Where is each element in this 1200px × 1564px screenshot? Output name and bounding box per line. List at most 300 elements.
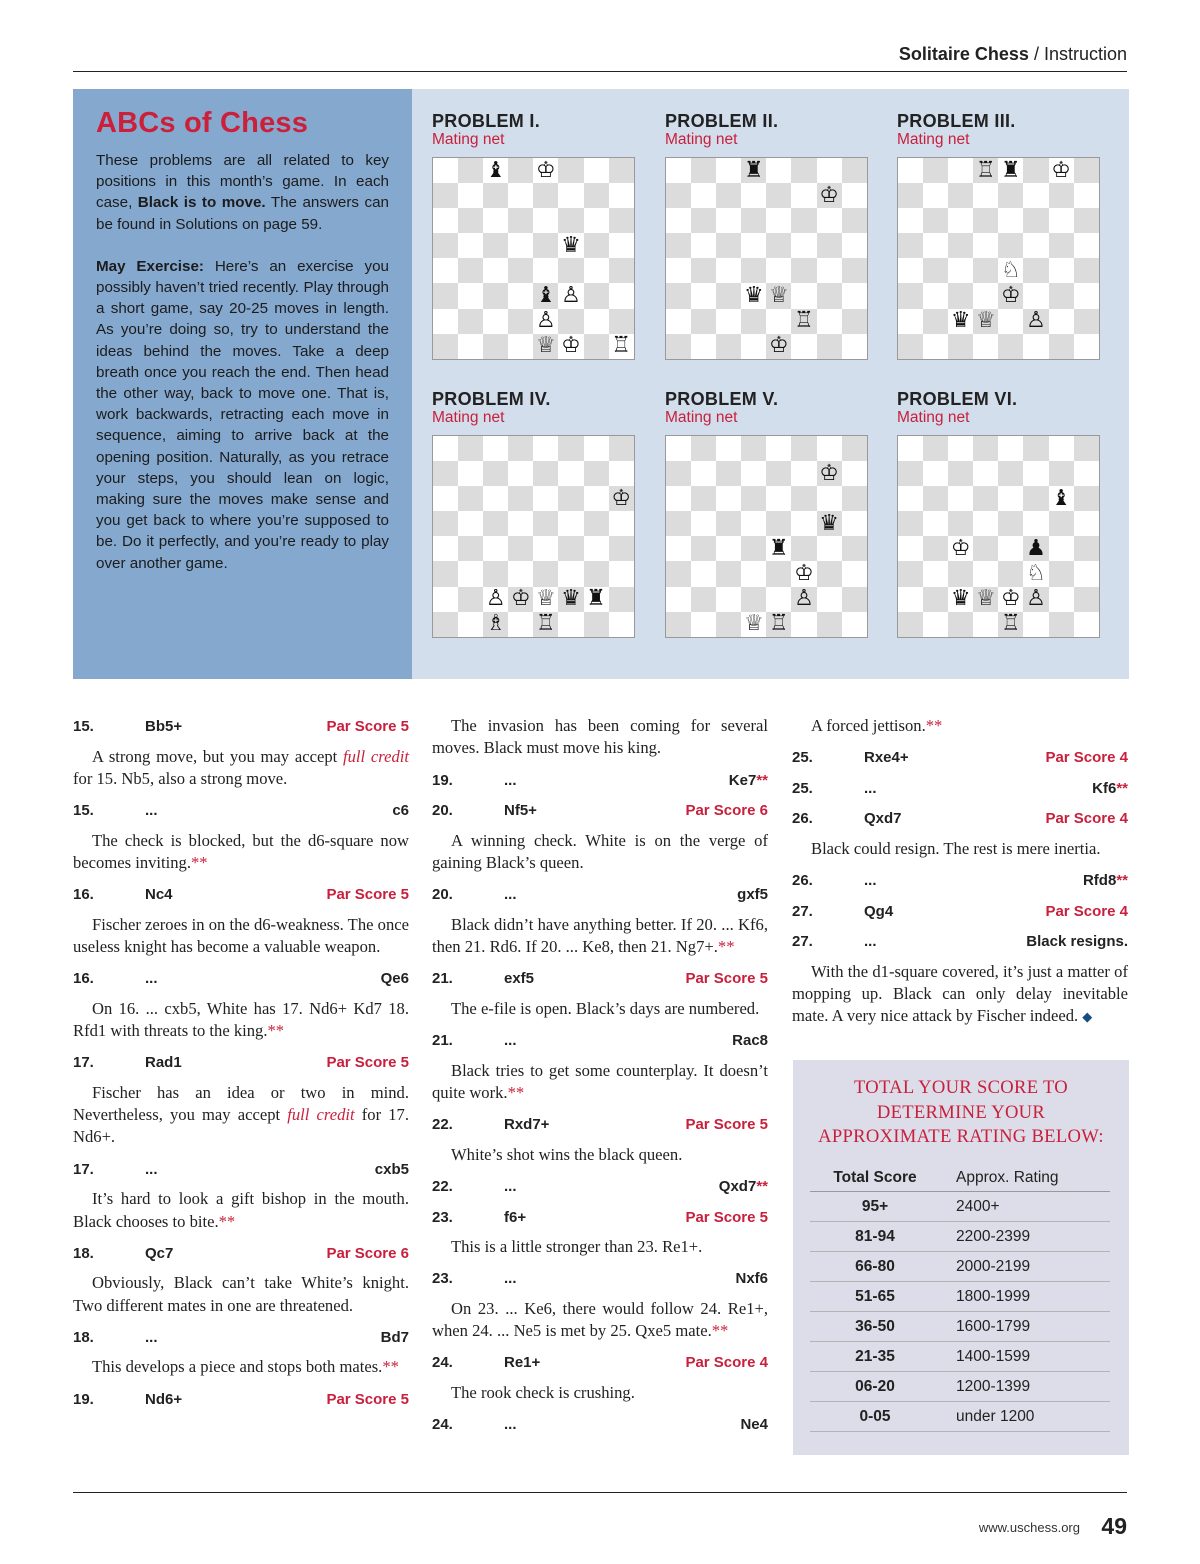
board-square — [842, 183, 867, 208]
comment-text: Black tries to get some counterplay. It doesn’t quite work. — [432, 1060, 768, 1102]
board-square — [817, 561, 842, 586]
board-square — [791, 486, 816, 511]
site-url[interactable]: www.uschess.org — [978, 1520, 1080, 1535]
problem-6 — [897, 389, 1102, 641]
board-square — [973, 486, 998, 511]
board-square — [741, 334, 766, 359]
chess-piece: ♕ — [536, 333, 556, 359]
chess-piece: ♔ — [536, 157, 556, 183]
move-comment — [432, 830, 768, 875]
par-score: Par Score 4 — [1045, 749, 1128, 767]
board-square — [433, 461, 458, 486]
board-square — [948, 158, 973, 183]
move-text: exf5 — [504, 970, 535, 988]
comment-text: for 17. Nd6+. — [73, 1105, 409, 1147]
board-square — [973, 561, 998, 586]
chess-piece: ♔ — [794, 561, 814, 587]
board-square — [998, 158, 1023, 183]
board-square — [458, 309, 483, 334]
rating-row — [810, 1252, 1110, 1282]
board-square — [584, 461, 609, 486]
board-square — [923, 486, 948, 511]
board-square — [1074, 183, 1099, 208]
chess-piece: ♖ — [794, 308, 814, 334]
move-number: 19. — [73, 1390, 94, 1408]
board-square — [998, 536, 1023, 561]
moves-column-3 — [792, 712, 1128, 1035]
problem-subtitle: Mating net — [432, 131, 505, 148]
board-square — [741, 309, 766, 334]
board-square — [923, 309, 948, 334]
move-comment — [73, 746, 409, 791]
board-square — [433, 183, 458, 208]
board-square — [691, 334, 716, 359]
board-square — [433, 561, 458, 586]
chess-board — [897, 157, 1100, 360]
board-square — [508, 486, 533, 511]
move-number: 26. — [792, 872, 813, 890]
board-square — [609, 612, 634, 637]
board-square — [508, 208, 533, 233]
board-square — [666, 158, 691, 183]
board-square — [998, 436, 1023, 461]
board-square — [584, 536, 609, 561]
chess-piece: ♙ — [561, 283, 581, 309]
move-row — [73, 880, 409, 911]
board-square — [458, 258, 483, 283]
board-square — [558, 158, 583, 183]
board-square — [1023, 511, 1048, 536]
move-number: 19. — [432, 771, 453, 789]
board-square — [666, 283, 691, 308]
board-square — [666, 561, 691, 586]
reply-move: Rfd8** — [1082, 872, 1128, 890]
move-text: ... — [504, 1178, 517, 1196]
emphasis: full credit — [287, 1105, 355, 1125]
board-square — [716, 334, 741, 359]
board-square — [691, 233, 716, 258]
chess-piece: ♔ — [1001, 586, 1021, 612]
problem-3 — [897, 111, 1102, 363]
move-comment — [73, 830, 409, 875]
board-square — [458, 233, 483, 258]
chess-piece: ♔ — [819, 182, 839, 208]
board-square — [741, 233, 766, 258]
board-square — [898, 158, 923, 183]
board-square — [741, 183, 766, 208]
board-square — [1023, 436, 1048, 461]
board-square — [1023, 258, 1048, 283]
board-square — [817, 536, 842, 561]
comment-text: A winning check. White is on the verge of gaining Black’s queen. — [432, 830, 768, 872]
move-row — [792, 866, 1128, 897]
score-range: 95+ — [861, 1197, 889, 1215]
score-mark: ** — [925, 716, 943, 735]
board-square — [1049, 561, 1074, 586]
comment-text: Black didn’t have anything better. If 20. ... Kf6, then 21. Rd6. If 20. ... Ke8, then 21. Ng7+. — [432, 914, 768, 956]
board-square — [923, 436, 948, 461]
board-square — [998, 283, 1023, 308]
chess-piece: ♙ — [536, 308, 556, 334]
chess-piece: ♙ — [1026, 308, 1046, 334]
board-square — [508, 612, 533, 637]
board-square — [923, 334, 948, 359]
comment-text: A forced jettison. — [811, 716, 926, 735]
move-number: 26. — [792, 810, 813, 828]
move-number: 25. — [792, 779, 813, 797]
reply-move: Ne4 — [740, 1416, 768, 1434]
board-square — [433, 208, 458, 233]
board-square — [842, 561, 867, 586]
board-square — [716, 612, 741, 637]
board-square — [691, 309, 716, 334]
board-square — [791, 511, 816, 536]
board-square — [948, 612, 973, 637]
board-square — [898, 283, 923, 308]
board-square — [666, 233, 691, 258]
board-square — [973, 536, 998, 561]
board-square — [1074, 258, 1099, 283]
move-row — [432, 766, 768, 797]
board-square — [609, 436, 634, 461]
board-square — [842, 536, 867, 561]
board-square — [508, 461, 533, 486]
approx-rating: 1800-1999 — [956, 1287, 1031, 1305]
board-square — [973, 183, 998, 208]
board-square — [508, 158, 533, 183]
board-square — [842, 309, 867, 334]
board-square — [483, 436, 508, 461]
rating-table-header — [810, 1164, 1110, 1192]
board-square — [558, 258, 583, 283]
board-square — [508, 309, 533, 334]
chess-piece: ♘ — [1026, 561, 1046, 587]
move-number: 23. — [432, 1270, 453, 1288]
board-square — [1023, 183, 1048, 208]
board-square — [458, 283, 483, 308]
board-square — [923, 283, 948, 308]
board-square — [433, 612, 458, 637]
board-square — [998, 486, 1023, 511]
abc-intro: These problems are all related to key positions in this month’s game. In each case, Black is to move. The answers can be found in Solutions on page 59. — [96, 152, 389, 233]
board-square — [483, 536, 508, 561]
chess-piece: ♜ — [586, 586, 606, 612]
board-square — [533, 461, 558, 486]
abc-title: ABCs of Chess — [96, 107, 309, 139]
page-number: 49 — [1101, 1513, 1127, 1539]
board-square — [741, 258, 766, 283]
board-square — [1023, 612, 1048, 637]
board-square — [558, 612, 583, 637]
par-score: Par Score 5 — [685, 970, 768, 988]
reply-move: Qe6 — [380, 970, 409, 988]
board-square — [1049, 511, 1074, 536]
board-square — [1074, 309, 1099, 334]
board-square — [716, 536, 741, 561]
board-square — [691, 587, 716, 612]
board-square — [483, 612, 508, 637]
board-square — [741, 511, 766, 536]
move-comment — [432, 1382, 768, 1404]
header-separator: / — [1028, 44, 1044, 64]
move-comment — [792, 838, 1128, 860]
board-square — [948, 561, 973, 586]
board-square — [716, 309, 741, 334]
board-square — [558, 486, 583, 511]
board-square — [584, 309, 609, 334]
board-square — [766, 612, 791, 637]
move-number: 15. — [73, 802, 94, 820]
board-square — [817, 612, 842, 637]
page-header — [73, 44, 1127, 72]
score-mark: ** — [717, 936, 735, 956]
board-square — [609, 283, 634, 308]
comment-text: On 16. ... cxb5, White has 17. Nd6+ Kd7 18. Rfd1 with threats to the king. — [73, 998, 409, 1041]
move-row — [73, 1323, 409, 1354]
board-square — [1023, 486, 1048, 511]
rating-row — [810, 1192, 1110, 1222]
board-square — [508, 183, 533, 208]
board-square — [791, 461, 816, 486]
section-sub: Instruction — [1043, 44, 1127, 64]
score-mark: ** — [382, 1357, 399, 1377]
move-comment — [432, 1144, 768, 1166]
comment-text: Fischer zeroes in on the d6-weakness. The once useless knight has become a valuable weapon. — [73, 914, 409, 956]
move-row — [73, 1048, 409, 1079]
board-square — [998, 612, 1023, 637]
comment-text: On 23. ... Ke6, there would follow 24. Re1+, when 24. ... Ne5 is met by 25. Qxe5 mate. — [432, 1298, 768, 1341]
board-square — [998, 334, 1023, 359]
board-square — [533, 283, 558, 308]
board-square — [766, 561, 791, 586]
move-comment — [73, 1272, 409, 1317]
move-comment — [73, 1188, 409, 1233]
board-square — [716, 511, 741, 536]
board-square — [433, 511, 458, 536]
board-square — [1049, 233, 1074, 258]
board-square — [716, 183, 741, 208]
board-square — [923, 183, 948, 208]
move-number: 27. — [792, 902, 813, 920]
board-square — [666, 461, 691, 486]
board-square — [1023, 233, 1048, 258]
chess-piece: ♙ — [485, 586, 506, 612]
board-square — [558, 561, 583, 586]
board-square — [691, 561, 716, 586]
board-square — [842, 158, 867, 183]
board-square — [948, 511, 973, 536]
board-square — [483, 511, 508, 536]
board-square — [948, 208, 973, 233]
board-square — [766, 233, 791, 258]
board-square — [1023, 309, 1048, 334]
board-square — [842, 511, 867, 536]
move-text: ... — [864, 933, 877, 951]
par-score: Par Score 5 — [326, 1390, 409, 1408]
move-number: 17. — [73, 1160, 94, 1178]
board-square — [741, 612, 766, 637]
board-square — [766, 183, 791, 208]
board-square — [741, 158, 766, 183]
move-text: ... — [504, 1416, 517, 1434]
move-text: Bb5+ — [145, 718, 183, 736]
chess-piece: ♕ — [975, 308, 996, 334]
rating-table — [810, 1164, 1110, 1432]
board-square — [1049, 208, 1074, 233]
board-square — [817, 158, 842, 183]
move-comment — [432, 1236, 768, 1258]
comment-text: This develops a piece and stops both mates. — [92, 1357, 383, 1377]
board-square — [609, 511, 634, 536]
board-square — [948, 461, 973, 486]
board-square — [741, 587, 766, 612]
board-square — [1074, 436, 1099, 461]
problem-4 — [432, 389, 637, 641]
board-square — [842, 258, 867, 283]
move-row — [432, 1202, 768, 1233]
move-number: 15. — [73, 718, 94, 736]
rating-row — [810, 1312, 1110, 1342]
board-square — [716, 486, 741, 511]
board-square — [558, 511, 583, 536]
board-square — [973, 158, 998, 183]
board-square — [483, 183, 508, 208]
board-square — [817, 461, 842, 486]
board-square — [1049, 461, 1074, 486]
board-square — [898, 208, 923, 233]
board-square — [584, 183, 609, 208]
move-row — [73, 964, 409, 995]
problem-subtitle: Mating net — [897, 409, 970, 426]
move-row — [73, 796, 409, 827]
board-square — [766, 461, 791, 486]
board-square — [923, 587, 948, 612]
board-square — [766, 486, 791, 511]
comment-text: With the d1-square covered, it’s just a matter of mopping up. Black can only delay inevitable mate. A very nice attack by Fischer indeed. — [792, 961, 1128, 1026]
board-square — [533, 334, 558, 359]
board-square — [1023, 561, 1048, 586]
board-square — [691, 511, 716, 536]
score-mark: ** — [507, 1082, 525, 1102]
board-square — [716, 283, 741, 308]
board-square — [973, 511, 998, 536]
board-square — [898, 461, 923, 486]
board-square — [691, 486, 716, 511]
col-total-score: Total Score — [833, 1168, 917, 1186]
score-mark: ** — [711, 1321, 729, 1341]
chess-piece: ♖ — [536, 611, 556, 637]
board-square — [558, 208, 583, 233]
board-square — [973, 233, 998, 258]
move-comment — [432, 914, 768, 959]
move-number: 18. — [73, 1329, 94, 1347]
chess-piece: ♟ — [1026, 535, 1046, 561]
board-square — [533, 587, 558, 612]
board-square — [533, 158, 558, 183]
board-square — [609, 334, 634, 359]
board-square — [898, 309, 923, 334]
par-score: Par Score 6 — [326, 1244, 409, 1262]
chess-piece: ♗ — [485, 611, 506, 637]
board-square — [666, 258, 691, 283]
approx-rating: under 1200 — [956, 1407, 1035, 1425]
move-row — [432, 796, 768, 827]
board-square — [923, 258, 948, 283]
board-square — [508, 536, 533, 561]
board-square — [842, 233, 867, 258]
board-square — [766, 258, 791, 283]
board-square — [898, 511, 923, 536]
comment-text: The check is blocked, but the d6-square now becomes inviting. — [73, 830, 409, 872]
board-square — [923, 208, 948, 233]
board-square — [898, 587, 923, 612]
problem-subtitle: Mating net — [665, 409, 738, 426]
move-row — [432, 1110, 768, 1141]
approx-rating: 2400+ — [956, 1197, 1000, 1215]
board-square — [766, 158, 791, 183]
board-square — [791, 233, 816, 258]
board-square — [533, 309, 558, 334]
board-square — [609, 309, 634, 334]
board-square — [842, 436, 867, 461]
board-square — [609, 561, 634, 586]
problem-title: PROBLEM V. — [665, 389, 779, 409]
comment-text: This is a little stronger than 23. Re1+. — [451, 1236, 703, 1256]
board-square — [973, 309, 998, 334]
board-square — [533, 561, 558, 586]
board-square — [817, 283, 842, 308]
board-square — [817, 208, 842, 233]
board-square — [433, 233, 458, 258]
reply-move: Nxf6 — [735, 1270, 768, 1288]
rating-row — [810, 1282, 1110, 1312]
comment-text: The invasion has been coming for several moves. Black must move his king. — [432, 716, 768, 758]
abc-sidebar — [73, 89, 412, 679]
chess-piece: ♕ — [536, 586, 556, 612]
board-square — [817, 436, 842, 461]
move-row — [432, 964, 768, 995]
board-square — [923, 233, 948, 258]
board-square — [458, 587, 483, 612]
approx-rating: 1600-1799 — [956, 1317, 1031, 1335]
approx-rating: 2200-2399 — [956, 1227, 1031, 1245]
board-square — [558, 587, 583, 612]
board-square — [584, 612, 609, 637]
moves-column-2 — [432, 712, 768, 1441]
chess-piece: ♔ — [561, 333, 581, 359]
board-square — [998, 183, 1023, 208]
par-score: Par Score 5 — [326, 886, 409, 904]
board-square — [898, 612, 923, 637]
board-square — [508, 334, 533, 359]
chess-piece: ♜ — [743, 157, 764, 183]
move-comment — [73, 1356, 409, 1378]
board-square — [691, 283, 716, 308]
approx-rating: 1200-1399 — [956, 1377, 1031, 1395]
board-square — [1074, 208, 1099, 233]
reply-move: cxb5 — [374, 1160, 409, 1178]
board-square — [998, 561, 1023, 586]
chess-piece: ♛ — [561, 232, 581, 258]
chess-piece: ♝ — [536, 283, 556, 309]
board-square — [433, 158, 458, 183]
board-square — [584, 436, 609, 461]
board-square — [716, 258, 741, 283]
board-square — [508, 511, 533, 536]
move-text: Nc4 — [145, 886, 173, 904]
chess-piece: ♙ — [1026, 586, 1046, 612]
board-square — [1023, 283, 1048, 308]
